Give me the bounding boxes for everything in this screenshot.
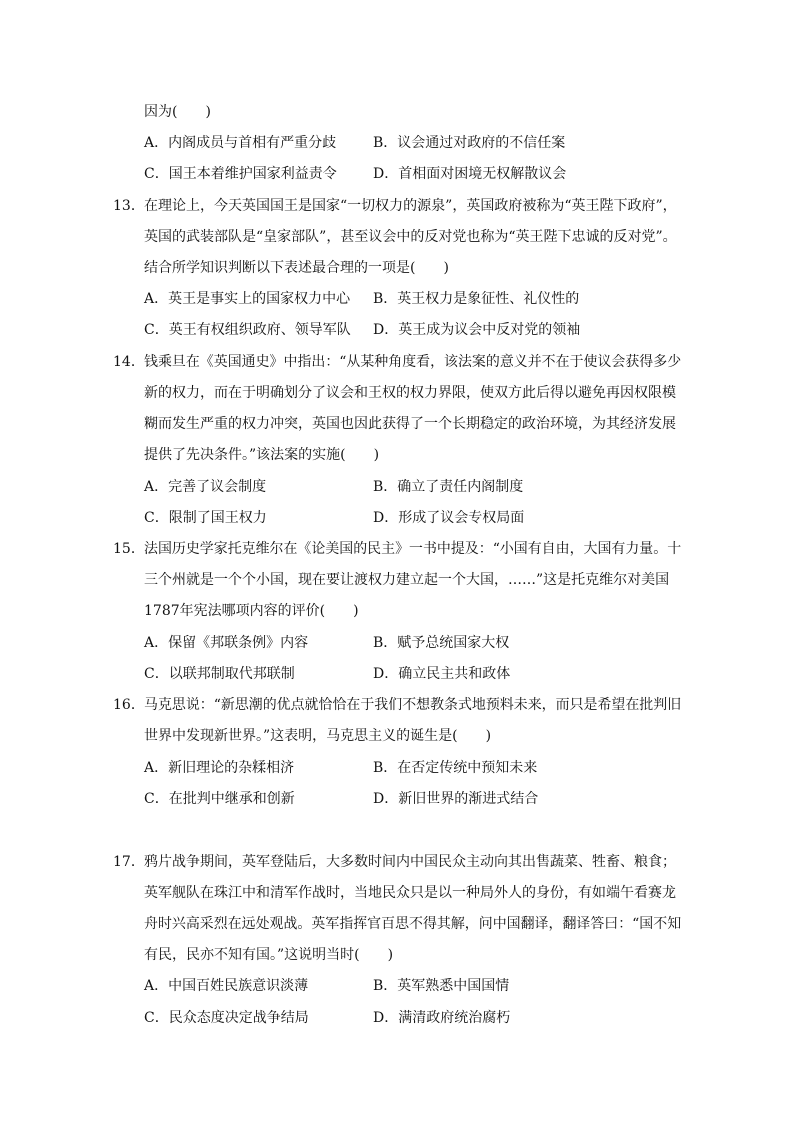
- question-14-stem-line: 新的权力，而在于明确划分了议会和王权的权力界限，使双方此后得以避免再因权限模: [144, 385, 676, 401]
- question-17-stem-line: 有民，民亦不知有国。”这说明当时( ): [144, 947, 394, 963]
- question-17-option-d: D．满清政府统治腐朽: [373, 1010, 511, 1026]
- question-14-stem-line: 提供了先决条件。”该法案的实施( ): [144, 447, 380, 463]
- question-13-number: 13．: [113, 198, 145, 214]
- question-12-option-d: D．首相面对困境无权解散议会: [373, 166, 567, 182]
- question-15-stem-line: 法国历史学家托克维尔在《论美国的民主》一书中提及：“小国有自由，大国有力量。十: [144, 541, 682, 557]
- question-13-stem-line: 英国的武装部队是“皇家部队”，甚至议会中的反对党也称为“英王陛下忠诚的反对党”。: [144, 229, 677, 245]
- question-14-option-b: B．确立了责任内阁制度: [373, 479, 524, 495]
- question-16-option-d: D．新旧世界的渐进式结合: [373, 791, 539, 807]
- question-16-stem-line: 马克思说：“新思潮的优点就恰恰在于我们不想教条式地预料未来，而只是希望在批判旧: [144, 697, 682, 713]
- question-17-stem-line: 鸦片战争期间，英军登陆后，大多数时间内中国民众主动向其出售蔬菜、牲畜、粮食；: [144, 854, 676, 870]
- question-17-option-a: A．中国百姓民族意识淡薄: [144, 978, 309, 994]
- question-13-stem-line: 结合所学知识判断以下表述最合理的一项是( ): [144, 260, 449, 276]
- question-12-option-c: C．国王本着维护国家利益责令: [144, 166, 337, 182]
- question-16-stem-line: 世界中发现新世界。”这表明，马克思主义的诞生是( ): [144, 728, 492, 744]
- question-14-option-c: C．限制了国王权力: [144, 510, 267, 526]
- question-15-option-b: B．赋予总统国家大权: [373, 635, 510, 651]
- question-14-option-a: A．完善了议会制度: [144, 479, 267, 495]
- question-15-stem-line: 1787年宪法哪项内容的评价( ): [144, 603, 359, 619]
- question-14-number: 14．: [113, 354, 145, 370]
- question-16-option-b: B．在否定传统中预知未来: [373, 760, 538, 776]
- question-12-option-b: B．议会通过对政府的不信任案: [373, 135, 566, 151]
- question-13-stem-line: 在理论上，今天英国国王是国家“一切权力的源泉”，英国政府被称为“英王陛下政府”，: [144, 198, 677, 214]
- question-12-stem-tail: 因为( ): [144, 104, 211, 120]
- question-15-option-a: A．保留《邦联条例》内容: [144, 635, 309, 651]
- question-17-stem-line: 舟时兴高采烈在远处观战。英军指挥官百思不得其解，问中国翻译，翻译答曰：“国不知: [144, 916, 682, 932]
- question-17-option-c: C．民众态度决定战争结局: [144, 1010, 309, 1026]
- question-17-number: 17．: [113, 854, 145, 870]
- question-16-option-a: A．新旧理论的杂糅相济: [144, 760, 295, 776]
- question-12-option-a: A．内阁成员与首相有严重分歧: [144, 135, 337, 151]
- question-14-option-d: D．形成了议会专权局面: [373, 510, 525, 526]
- question-16-number: 16．: [113, 697, 145, 713]
- question-15-option-d: D．确立民主共和政体: [373, 666, 511, 682]
- question-16-option-c: C．在批判中继承和创新: [144, 791, 295, 807]
- question-13-option-d: D．英王成为议会中反对党的领袖: [373, 322, 581, 338]
- question-17-stem-line: 英军舰队在珠江中和清军作战时，当地民众只是以一种局外人的身份，有如端午看赛龙: [144, 885, 676, 901]
- question-14-stem-line: 糊而发生严重的权力冲突，英国也因此获得了一个长期稳定的政治环境，为其经济发展: [144, 416, 676, 432]
- question-13-option-c: C．英王有权组织政府、领导军队: [144, 322, 351, 338]
- question-13-option-b: B．英王权力是象征性、礼仪性的: [373, 291, 580, 307]
- question-13-option-a: A．英王是事实上的国家权力中心: [144, 291, 351, 307]
- question-15-number: 15．: [113, 541, 145, 557]
- question-15-option-c: C．以联邦制取代邦联制: [144, 666, 295, 682]
- question-17-option-b: B．英军熟悉中国国情: [373, 978, 510, 994]
- question-14-stem-line: 钱乘旦在《英国通史》中指出：“从某种角度看，该法案的意义并不在于使议会获得多少: [144, 354, 682, 370]
- question-15-stem-line: 三个州就是一个个小国，现在要让渡权力建立起一个大国，……”这是托克维尔对美国: [144, 572, 670, 588]
